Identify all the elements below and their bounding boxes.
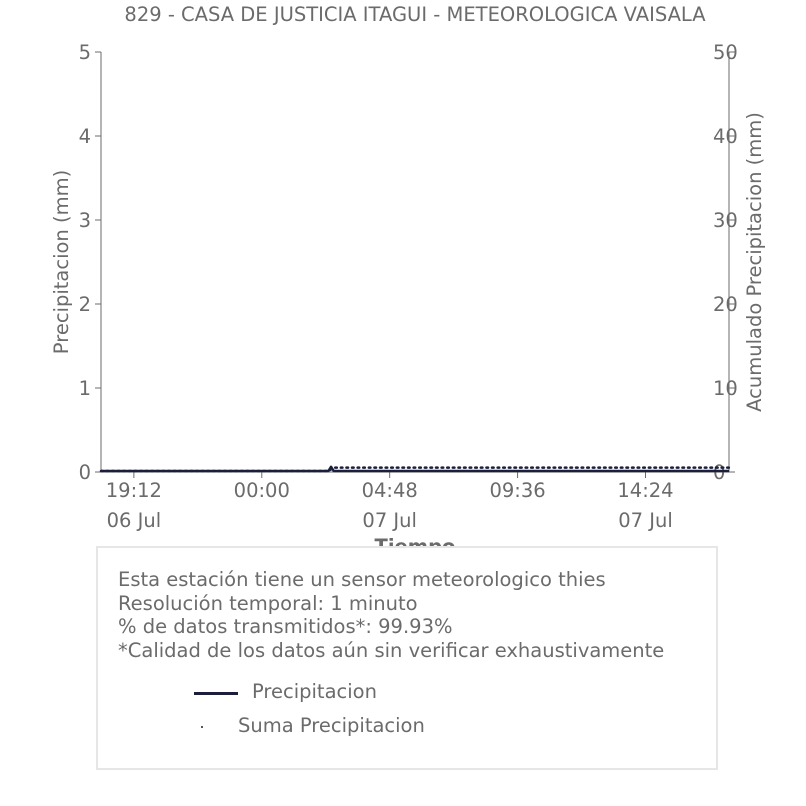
y-axis-label: Precipitacion (mm) bbox=[50, 169, 73, 355]
info-line-sensor: Esta estación tiene un sensor meteorologico thies bbox=[118, 568, 606, 591]
right-y-tick-label: 20 bbox=[713, 293, 738, 316]
x-tick-date-label: 06 Jul bbox=[106, 509, 162, 532]
x-tick-label: 00:00 bbox=[233, 479, 290, 502]
y-tick-label: 1 bbox=[78, 377, 91, 400]
x-tick-label: 09:36 bbox=[489, 479, 546, 502]
legend-line-swatch bbox=[194, 692, 238, 695]
x-tick-date-label: 07 Jul bbox=[362, 509, 417, 532]
right-y-axis-label: Acumulado Precipitacion (mm) bbox=[743, 112, 766, 412]
info-box bbox=[96, 546, 718, 770]
series-layer bbox=[101, 467, 729, 471]
right-y-tick-label: 10 bbox=[713, 377, 738, 400]
y-tick-label: 3 bbox=[78, 209, 91, 232]
x-tick-label: 14:24 bbox=[617, 479, 674, 502]
y-tick-label: 2 bbox=[78, 293, 91, 316]
x-tick-label: 04:48 bbox=[361, 479, 418, 502]
y-tick-label: 5 bbox=[78, 41, 91, 64]
info-line-transmitted: % de datos transmitidos*: 99.93% bbox=[118, 615, 453, 638]
info-line-quality: *Calidad de los datos aún sin verificar exhaustivamente bbox=[118, 638, 665, 662]
x-tick-date-label: 07 Jul bbox=[618, 509, 673, 532]
info-line-resolution: Resolución temporal: 1 minuto bbox=[118, 591, 418, 615]
right-y-tick-label: 50 bbox=[713, 41, 738, 64]
left-y-ticks bbox=[79, 41, 101, 484]
right-y-tick-label: 40 bbox=[713, 125, 738, 148]
y-tick-label: 0 bbox=[78, 461, 91, 484]
x-tick-label: 19:12 bbox=[105, 479, 162, 502]
right-y-ticks bbox=[713, 41, 738, 484]
right-y-tick-label: 0 bbox=[713, 461, 726, 484]
x-ticks bbox=[106, 472, 674, 532]
info-text bbox=[118, 568, 664, 662]
legend-dot-swatch bbox=[201, 726, 203, 728]
chart-title: 829 - CASA DE JUSTICIA ITAGUI - METEOROLOGICA VAISALA bbox=[124, 3, 706, 26]
right-y-tick-label: 30 bbox=[713, 209, 738, 232]
legend-label: Precipitacion bbox=[252, 680, 377, 703]
y-tick-label: 4 bbox=[78, 125, 91, 148]
legend-label: Suma Precipitacion bbox=[238, 714, 425, 737]
